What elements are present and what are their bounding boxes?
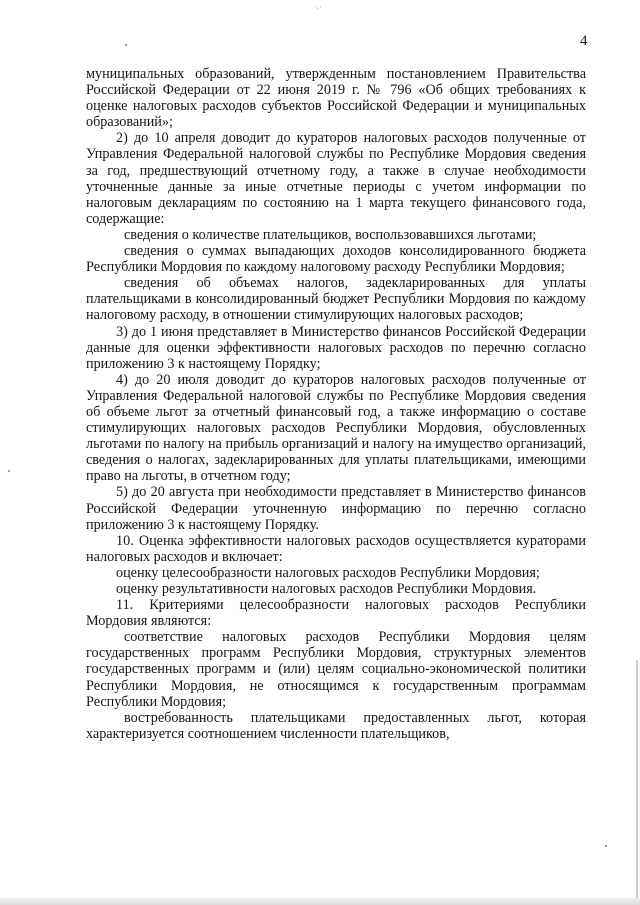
scan-speck xyxy=(605,845,607,847)
paragraph-declared-taxes: сведения об объемах налогов, задекларированных для уплаты плательщиками в консолидированный бюджет Республики Мордовия по каждому налоговому расходу, в отношении стимулирующих налоговых расходов; xyxy=(86,275,586,324)
paragraph-effectiveness-assessment: оценку результативности налоговых расходов Республики Мордовия. xyxy=(116,581,537,597)
paragraph-item-3: 3) до 1 июня представляет в Министерство финансов Российской Федерации данные для оценки эффективности налоговых расходов по перечню согласно приложению 3 к настоящему Порядку; xyxy=(86,323,586,372)
paragraph-payers-count: сведения о количестве плательщиков, воспользовавшихся льготами; xyxy=(124,226,537,243)
paragraph-item-4: 4) до 20 июля доводит до кураторов налоговых расходов полученные от Управления Федеральной налоговой службы по Республике Мордовия сведения об объеме льгот за отчетный финансовый год, а также информацию о составе стимулирующих налоговых расходов Республики Мордовия, обусловленных льготами по налогу на прибыль организаций и налогу на имущество организаций, сведения о налогах, задекларированных для уплаты плательщиками, имеющими право на льготы, в отчетном году; xyxy=(86,371,586,485)
scan-mark: ٠:٠ xyxy=(313,3,323,11)
paragraph-section-10: 10. Оценка эффективности налоговых расходов осуществляется кураторами налоговых расходов и включает: xyxy=(86,532,586,565)
paragraph-goal-conformity: соответствие налоговых расходов Республики Мордовия целям государственных программ Республики Мордовия, структурных элементов государственных программ и (или) целям социально-экономической политики Республики Мордовия, не относящимся к государственным программам Республики Мордовия; xyxy=(86,629,586,710)
page-number: 4 xyxy=(580,33,588,49)
scan-edge xyxy=(636,660,638,905)
document-body xyxy=(86,66,586,742)
paragraph-expediency-assessment: оценку целесообразности налоговых расходов Республики Мордовия; xyxy=(116,564,540,581)
scan-speck xyxy=(8,470,10,472)
paragraph-item-2: 2) до 10 апреля доводит до кураторов налоговых расходов полученные от Управления Федеральной налоговой службы по Республике Мордовия сведения за год, предшествующий отчетному году, а также в случае необходимости уточненные данные за иные отчетные периоды с учетом информации по налоговым декларациям по состоянию на 1 марта текущего финансового года, содержащие: xyxy=(86,130,586,227)
paragraph-continuation: муниципальных образований, утвержденным постановлением Правительства Российской Федерации от 22 июня 2019 г. № 796 «Об общих требованиях к оценке налоговых расходов субъектов Российской Федерации и муниципальных образований»; xyxy=(86,66,586,131)
paragraph-item-5: 5) до 20 августа при необходимости представляет в Министерство финансов Российской Федерации уточненную информацию по перечню согласно приложению 3 к настоящему Порядку. xyxy=(86,484,586,533)
scan-bottom-border xyxy=(0,898,640,905)
paragraph-demand: востребованность плательщиками предоставленных льгот, которая характеризуется соотношением численности плательщиков, xyxy=(86,709,586,742)
scan-speck xyxy=(125,44,127,46)
paragraph-section-11: 11. Критериями целесообразности налоговых расходов Республики Мордовия являются: xyxy=(86,597,586,630)
paragraph-lost-revenue: сведения о суммах выпадающих доходов консолидированного бюджета Республики Мордовия по каждому налоговому расходу Республики Мордовия; xyxy=(86,243,586,276)
